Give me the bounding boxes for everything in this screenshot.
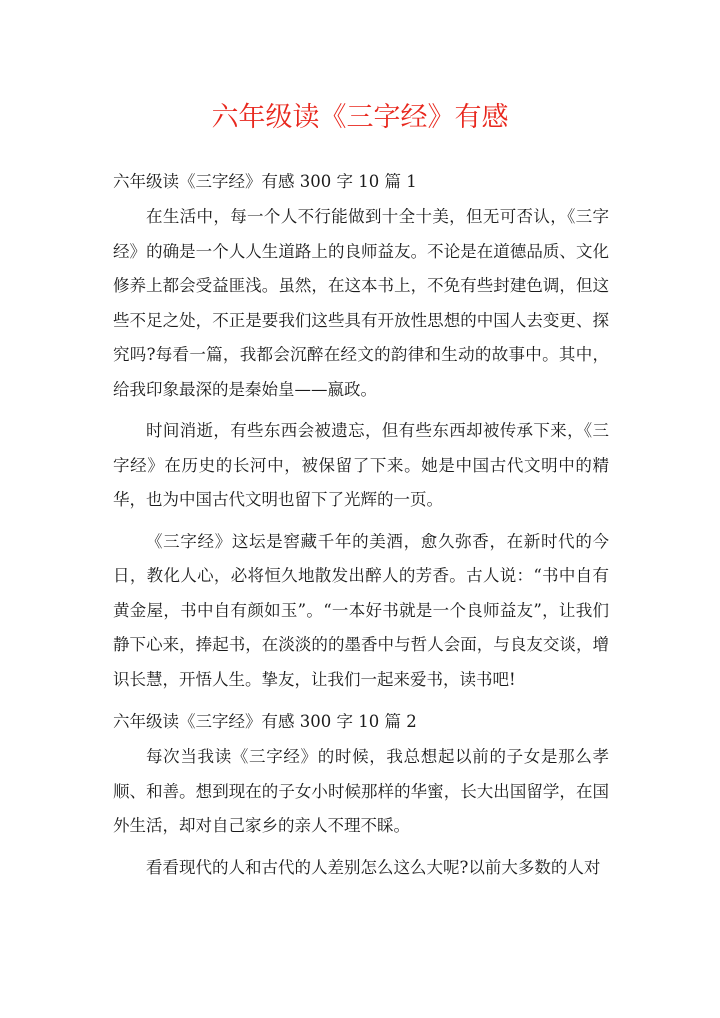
section-heading: 六年级读《三字经》有感 300 字 10 篇 2 xyxy=(113,712,417,731)
paragraph: 在生活中，每一个人不行能做到十全十美，但无可否认，《三字经》的确是一个人人生道路上的良师益友。不论是在道德品质、文化修养上都会受益匪浅。虽然，在这本书上，不免有些封建色调，但这些不足之处，不正是要我们这些具有开放性思想的中国人去变更、探究吗?每看一篇，我都会沉醉在经文的韵律和生动的故事中。其中，给我印象最深的是秦始皇——嬴政。 xyxy=(113,207,609,399)
document-body xyxy=(113,164,609,892)
paragraph: 时间消逝，有些东西会被遗忘，但有些东西却被传承下来，《三字经》在历史的长河中，被保留了下来。她是中国古代文明中的精华，也为中国古代文明也留下了光辉的一页。 xyxy=(113,421,609,509)
section-heading: 六年级读《三字经》有感 300 字 10 篇 1 xyxy=(113,172,417,191)
paragraph: 看看现代的人和古代的人差别怎么这么大呢?以前大多数的人对 xyxy=(146,857,601,877)
document-title: 六年级读《三字经》有感 xyxy=(211,102,509,133)
paragraph: 每次当我读《三字经》的时候，我总想起以前的子女是那么孝顺、和善。想到现在的子女小时候那样的华蜜，长大出国留学，在国外生活，却对自己家乡的亲人不理不睬。 xyxy=(113,747,609,835)
paragraph: 《三字经》这坛是窖藏千年的美酒，愈久弥香，在新时代的今日，教化人心，必将恒久地散发出醉人的芳香。古人说：“书中自有黄金屋，书中自有颜如玉”。“一本好书就是一个良师益友”，让我们静下心来，捧起书，在淡淡的的墨香中与哲人会面，与良友交谈，增识长慧，开悟人生。挚友，让我们一起来爱书，读书吧! xyxy=(113,531,609,689)
